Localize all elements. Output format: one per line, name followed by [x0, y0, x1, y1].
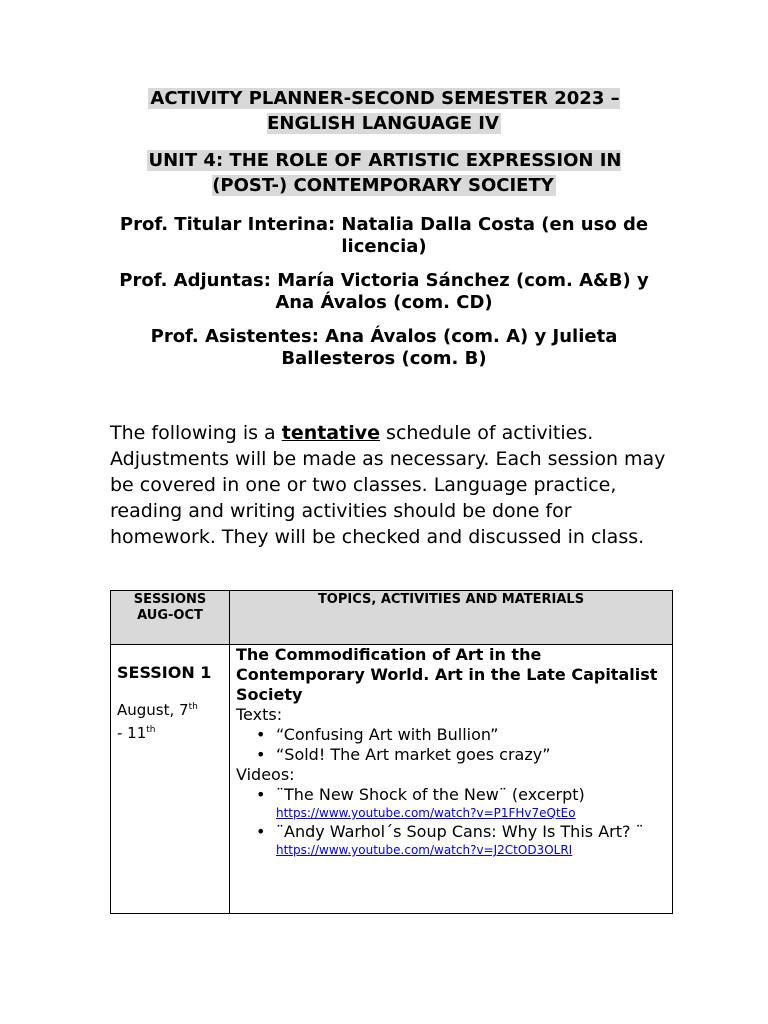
videos-label: Videos: — [236, 765, 295, 784]
table-header-row — [111, 591, 673, 645]
session-date — [117, 697, 223, 743]
bullet-icon: • — [256, 725, 266, 744]
header-topics: TOPICS, ACTIVITIES AND MATERIALS — [230, 591, 673, 645]
video-title-2: ¨Andy Warhol´s Soup Cans: Why Is This Art? ¨ — [276, 822, 644, 841]
text-item-1: “Confusing Art with Bullion” — [276, 725, 499, 744]
intro-paragraph — [110, 420, 666, 550]
bullet-icon: • — [256, 785, 266, 804]
professor-titular: Prof. Titular Interina: Natalia Dalla Costa (en uso de licencia) — [119, 214, 649, 257]
header-sessions-line2: AUG-OCT — [137, 608, 203, 623]
date-end: - 11 — [117, 724, 147, 742]
texts-label: Texts: — [236, 705, 283, 724]
header-sessions-line1: SESSIONS — [133, 592, 207, 607]
topic-heading: The Commodification of Art in the Contemporary World. Art in the Late Capitalist Society — [236, 645, 658, 704]
texts-list — [236, 725, 666, 765]
session-cell — [111, 645, 230, 914]
professor-adjuntas: Prof. Adjuntas: María Victoria Sánchez (com. A&B) y Ana Ávalos (com. CD) — [119, 270, 649, 313]
list-item — [256, 725, 666, 745]
video-link-1[interactable]: https://www.youtube.com/watch?v=P1FHv7eQtEo — [276, 806, 576, 820]
document-title — [110, 86, 658, 198]
list-item — [256, 822, 666, 859]
professors-list — [110, 214, 658, 382]
date-end-sup: th — [146, 725, 156, 735]
video-title-1: ¨The New Shock of the New¨ (excerpt) — [276, 785, 585, 804]
session-title: SESSION 1 — [117, 663, 212, 682]
schedule-table — [110, 590, 673, 914]
intro-emphasis: tentative — [281, 422, 380, 444]
bullet-icon: • — [256, 745, 266, 764]
date-start: August, 7 — [117, 701, 189, 719]
videos-list — [236, 785, 666, 859]
list-item — [256, 785, 666, 822]
topic-cell — [230, 645, 673, 914]
intro-before: The following is a — [110, 422, 282, 444]
bullet-icon: • — [256, 822, 266, 841]
date-start-sup: th — [188, 702, 198, 712]
header-sessions — [111, 591, 230, 645]
list-item — [256, 745, 666, 765]
table-row — [111, 645, 673, 914]
text-item-2: “Sold! The Art market goes crazy” — [276, 745, 551, 764]
professor-asistentes: Prof. Asistentes: Ana Ávalos (com. A) y Julieta Ballesteros (com. B) — [150, 326, 618, 369]
title-line-1: ACTIVITY PLANNER-SECOND SEMESTER 2023 – ENGLISH LANGUAGE IV — [150, 88, 620, 134]
intro-after: schedule of activities. Adjustments will be made as necessary. Each session may be covered in one or two classes. Language practice, reading and writing activities should be done for homework. They will be checked and discussed in class. — [110, 422, 666, 548]
title-line-2: UNIT 4: THE ROLE OF ARTISTIC EXPRESSION IN (POST-) CONTEMPORARY SOCIETY — [148, 150, 622, 196]
video-link-2[interactable]: https://www.youtube.com/watch?v=J2CtOD3OLRI — [276, 843, 573, 857]
